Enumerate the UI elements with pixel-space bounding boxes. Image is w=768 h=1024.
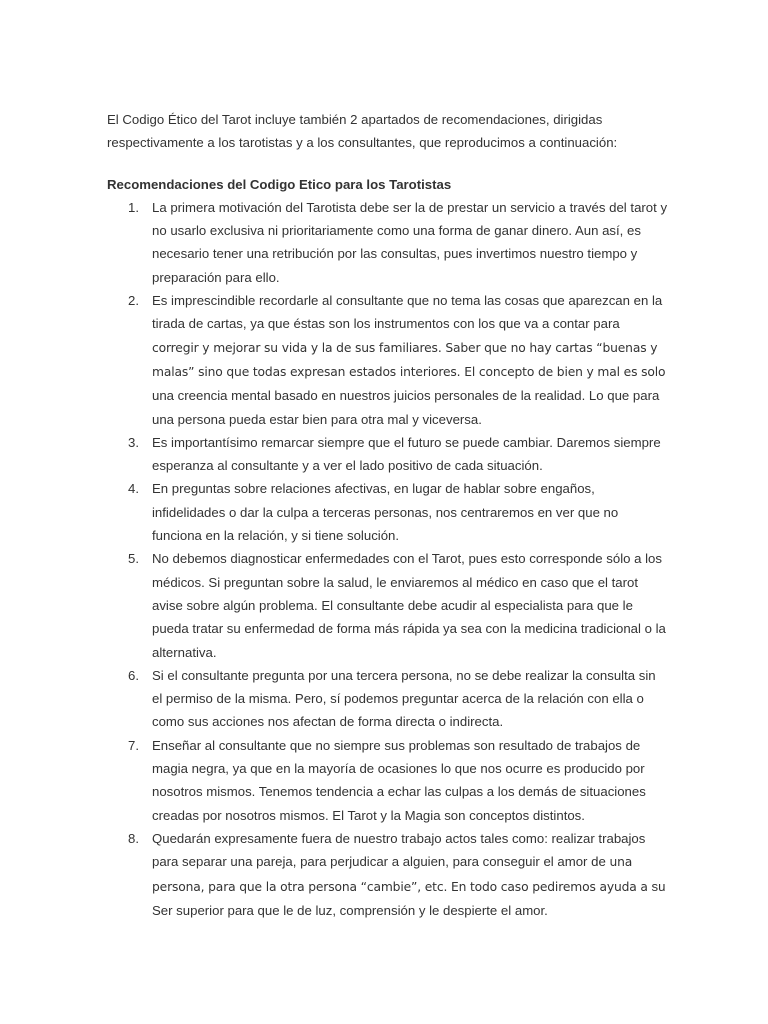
list-item-text: Enseñar al consultante que no siempre sus problemas son resultado de trabajos de magia negra, ya que en la mayoría de ocasiones lo que nos ocurre es producido por nosotros mismos. Tenemos tendencia a echar las culpas a los demás de situaciones creadas por nosotros mismos. El Tarot y la Magia son conceptos distintos. <box>152 737 646 823</box>
list-item-text: Si el consultante pregunta por una tercera persona, no se debe realizar la consulta sin el permiso de la misma. Pero, sí podemos preguntar acerca de la relación con ella o como sus acciones nos afectan de forma directa o indirecta. <box>152 667 656 730</box>
list-item-number: 7. <box>128 737 139 753</box>
list-item-number: 5. <box>128 551 139 567</box>
list-item <box>107 431 668 478</box>
list-item <box>107 664 668 734</box>
list-item-text: Es importantísimo remarcar siempre que el futuro se puede cambiar. Daremos siempre esperanza al consultante y a ver el lado positivo de cada situación. <box>152 434 661 474</box>
list-item-number: 6. <box>128 667 139 683</box>
list-item-text: La primera motivación del Tarotista debe ser la de prestar un servicio a través del tarot y no usarlo exclusiva ni prioritariamente como una forma de ganar dinero. Aun así, es necesario tener una retribución por las consultas, pues invertimos nuestro tiempo y preparación para ello. <box>152 199 668 285</box>
list-item <box>107 827 668 922</box>
list-item-text: No debemos diagnosticar enfermedades con el Tarot, pues esto corresponde sólo a los médicos. Si preguntan sobre la salud, le enviaremos al médico en caso que el tarot avise sobre algún problema. El consultante debe acudir al especialista para que le pueda tratar su enfermedad de forma más rápida ya sea con la medicina tradicional o la alternativa. <box>152 551 666 660</box>
section-heading: Recomendaciones del Codigo Etico para los Tarotistas <box>107 176 452 192</box>
list-item <box>107 196 668 289</box>
list-item <box>107 289 668 431</box>
list-item-number: 3. <box>128 434 139 450</box>
recommendations-list <box>107 196 668 922</box>
list-item-number: 2. <box>128 293 139 309</box>
list-item <box>107 547 668 663</box>
list-item-number: 8. <box>128 830 139 846</box>
list-item-number: 4. <box>128 481 139 497</box>
list-item-text: Es imprescindible recordarle al consultante que no tema las cosas que aparezcan en la tirada de cartas, ya que éstas son los instrumentos con los que va a contar para <box>152 293 663 332</box>
list-item <box>107 477 668 547</box>
list-item-text: En preguntas sobre relaciones afectivas, en lugar de hablar sobre engaños, infidelidades o dar la culpa a terceras personas, nos centraremos en ver que no funciona en la relación, y si tiene solución. <box>152 481 619 544</box>
list-item-text: Quedarán expresamente fuera de nuestro trabajo actos tales como: realizar trabajos para separar una pareja, para perjudicar a alguien, para conseguir el amor de <box>152 830 646 870</box>
list-item-number: 1. <box>128 199 139 215</box>
list-item <box>107 734 668 827</box>
list-item-text: corregir y mejorar su vida y la de sus familiares. Saber que no hay cartas “buenas y malas” sino que todas expresan estados interiores. El concepto de bien y mal es solo <box>152 340 666 379</box>
list-item-text: su Ser superior para que le de luz, comprensión y le despierte el amor. <box>152 878 666 918</box>
list-item-text: una creencia mental basado en nuestros juicios personales de la realidad. Lo que para una persona pueda estar bien para otra mal y viceversa. <box>152 388 660 427</box>
list-item-text: una persona, para que la otra persona “cambie”, etc. En todo caso pediremos ayuda a <box>152 855 648 894</box>
intro-paragraph: El Codigo Ético del Tarot incluye también 2 apartados de recomendaciones, dirigidas respectivamente a los tarotistas y a los consultantes, que reproducimos a continuación: <box>107 112 618 151</box>
